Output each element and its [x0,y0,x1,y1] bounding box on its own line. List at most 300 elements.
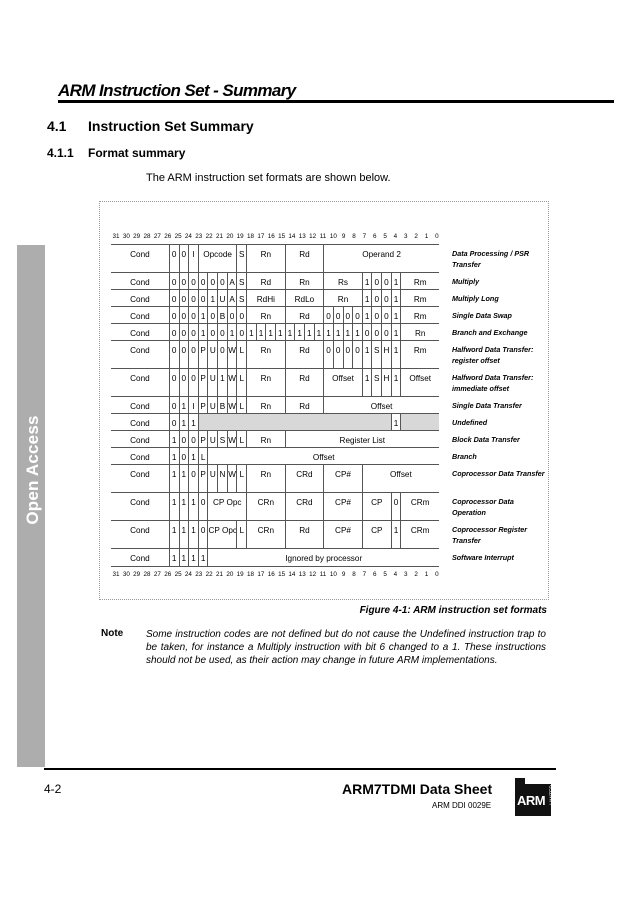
bit-field-cell: 1 [391,290,401,307]
bit-number: 12 [309,571,317,578]
bit-field-cell: 0 [198,493,208,521]
bit-field-cell: 0 [188,465,198,493]
bit-number: 25 [174,571,182,578]
bit-number: 1 [424,233,429,240]
instruction-format-row [111,340,439,369]
bit-number: 11 [319,571,327,578]
bit-number: 20 [226,233,234,240]
bit-number: 30 [122,233,130,240]
bit-field-cell: 0 [179,431,189,448]
bit-field-cell: 0 [362,324,372,341]
bit-field-cell: CRm [400,493,439,521]
bit-field-cell: 1 [179,493,189,521]
bit-field-cell: Rd [285,397,324,414]
bit-number: 18 [247,233,255,240]
arm-logo [515,778,556,816]
bit-field-cell: Cond [130,346,150,355]
bit-field-cell: 1 [314,324,324,341]
bit-field-cell: Cond [130,554,150,563]
bit-field-cell: 1 [198,324,208,341]
bit-number: 10 [329,571,337,578]
bit-field-cell: 1 [362,307,372,324]
bit-field-cell: 0 [371,307,381,324]
bit-field-cell: 0 [391,493,401,521]
bit-number: 21 [215,233,224,240]
bit-field-cell: L [236,465,246,493]
bit-number: 29 [133,571,141,578]
bit-number: 19 [236,571,244,578]
bit-field-cell: CP# [323,493,362,521]
bit-field-cell: CP Opc [207,493,246,521]
bit-field-cell: 1 [391,521,401,549]
bit-field-cell: S [371,369,381,397]
bit-number: 10 [329,233,337,240]
bit-field-cell: Opcode [198,245,237,273]
bit-number: 2 [414,233,418,240]
bit-field-cell: 1 [285,324,295,341]
format-label: Single Data Swap [452,311,512,320]
bit-field-cell: 0 [333,307,343,324]
figure-caption: Figure 4-1: ARM instruction set formats [359,605,547,616]
bit-number: 22 [205,233,213,240]
bit-field-cell: 1 [304,324,314,341]
bit-field-cell: P [198,397,208,414]
bit-field-cell: Cond [130,278,150,287]
bit-field-cell: Cond [130,250,150,259]
bit-field-cell: N [217,465,227,493]
bit-field-cell: 1 [275,324,285,341]
bit-field-cell: L [198,448,208,465]
bit-field-cell: 0 [207,273,217,290]
bit-field-cell: 1 [179,521,189,549]
bit-field-cell: 1 [362,369,372,397]
bit-number: 27 [153,233,161,240]
page-number: 4-2 [44,782,62,796]
bit-field-cell: P [198,369,208,397]
bit-field-cell: 1 [188,493,198,521]
bit-field-cell: 0 [207,307,217,324]
instruction-format-row [111,368,439,397]
bit-field-cell: 0 [179,273,189,290]
bit-field-cell: 0 [323,307,333,324]
bit-field-cell: 1 [362,341,372,369]
bit-field-cell: U [207,465,217,493]
bit-number: 6 [372,571,377,578]
side-tab-label: Open Access [23,415,42,525]
bit-field-cell: 1 [179,414,189,431]
document-title: ARM7TDMI Data Sheet [342,781,493,797]
bit-field-cell: L [236,341,246,369]
bit-field-cell: Rn [400,324,439,341]
bit-field-cell: 0 [188,369,198,397]
bit-field-cell: Rn [246,397,285,414]
bit-field-cell: 1 [391,414,401,431]
note-heading: Note [101,628,124,639]
bit-field-cell: P [198,341,208,369]
bit-field-cell: 1 [391,324,401,341]
bit-field-cell: Rn [246,431,285,448]
bit-field-cell: 1 [169,448,179,465]
note-text: Some instruction codes are not defined but do not cause the Undefined instruction trap to be taken, for instance a Multiply instruction with bit 6 changed to a 1. These instructions should not be used, as their action may change in future ARM implementations. [146,629,546,666]
bit-field-cell: Cond [130,526,150,535]
bit-number: 19 [236,233,244,240]
bit-field-cell: 1 [179,397,189,414]
bit-number: 0 [435,233,439,240]
bit-number: 2 [414,571,418,578]
bit-field-cell: 0 [343,341,353,369]
bit-number: 4 [393,233,398,240]
bit-number: 3 [404,571,408,578]
bit-number: 14 [288,233,296,240]
format-label: Data Processing / PSR Transfer [452,249,530,269]
bit-field-cell: Rm [400,273,439,290]
bit-field-cell: 1 [391,341,401,369]
bit-field-cell: Rs [323,273,362,290]
bit-field-cell: Cond [130,402,150,411]
bit-field-cell: CP Opc [207,521,236,549]
bit-field-cell: 0 [198,273,208,290]
bit-field-cell: Cond [130,295,150,304]
bit-field-cell: H [381,369,391,397]
bit-field-cell: W [227,397,237,414]
bit-field-cell: 1 [362,273,372,290]
bit-field-cell: Rn [323,290,362,307]
bit-field-cell: Cond [130,329,150,338]
document-reference: ARM DDI 0029E [432,801,492,810]
bit-number: 18 [247,571,255,578]
bit-field-cell: 0 [169,397,179,414]
bit-number: 16 [267,233,275,240]
instruction-format-row [111,430,439,448]
bit-field-cell: U [207,397,217,414]
bit-field-cell: Cond [130,453,150,462]
format-label: Coprocessor Register Transfer [452,525,528,545]
bit-field-cell: 1 [256,324,266,341]
bit-field-cell: U [207,369,217,397]
bit-field-cell: Rn [246,465,285,493]
bit-field-cell: 0 [179,369,189,397]
bit-number: 27 [153,571,161,578]
bit-field-cell: 0 [343,307,353,324]
bit-field-cell: Offset [362,465,439,493]
bit-number: 9 [341,233,346,240]
bit-field-cell: U [207,431,217,448]
bit-field-cell: 0 [169,307,179,324]
bit-field-cell: RdLo [285,290,324,307]
bit-field-cell: L [236,431,246,448]
bit-field-cell: 1 [391,273,401,290]
bit-field-cell: CRm [400,521,439,549]
format-label: Branch and Exchange [452,328,528,337]
format-label: Block Data Transfer [452,435,520,444]
bit-field-cell: P [198,465,208,493]
bit-number: 0 [435,571,439,578]
bit-number: 17 [257,571,265,578]
subsection-number: 4.1.1 [47,146,74,160]
bit-field-cell: S [217,431,227,448]
bit-field-cell: 0 [188,290,198,307]
bit-field-cell: CRd [285,465,324,493]
bit-field-cell: U [217,290,227,307]
bit-field-cell: L [236,369,246,397]
instruction-format-row [111,289,439,307]
bit-field-cell: RdHi [246,290,285,307]
bit-field-cell: 1 [217,369,227,397]
bit-field-cell: 1 [179,465,189,493]
instruction-format-row [111,492,439,521]
bit-field-cell: 0 [188,431,198,448]
arm-logo-subtext: LIMITED [550,785,556,805]
bit-field-cell: CRd [285,493,324,521]
bit-field-cell: 0 [371,324,381,341]
section-title: Instruction Set Summary [88,118,254,134]
bit-field-cell: Rd [285,369,324,397]
bit-number: 22 [205,571,213,578]
bit-field-cell: CRn [246,521,285,549]
bit-field-cell: Cond [130,374,150,383]
section-number: 4.1 [47,118,67,134]
bit-field-cell: 1 [169,465,179,493]
instruction-format-row [111,447,439,465]
bit-field-cell: I [188,397,198,414]
bit-number: 31 [112,233,120,240]
bit-field-cell: 1 [246,324,256,341]
instruction-format-row [111,464,439,493]
bit-field-cell: Rn [246,307,285,324]
bit-number: 13 [298,233,306,240]
bit-number: 21 [215,571,224,578]
bit-field-cell: 0 [381,273,391,290]
intro-text: The ARM instruction set formats are shown below. [146,172,391,184]
bit-number: 15 [278,571,286,578]
bit-field-cell: H [381,341,391,369]
bit-field-cell: Offset [400,369,439,397]
bit-field-cell: 0 [169,245,179,273]
bit-field-cell: Offset [207,448,439,465]
bit-field-cell: 1 [391,307,401,324]
bit-field-cell: Rn [246,341,285,369]
bit-field-cell: W [227,431,237,448]
bit-number: 29 [133,233,141,240]
bit-field-cell: 0 [381,307,391,324]
bit-field-cell: Rd [246,273,285,290]
bit-number: 24 [184,233,192,240]
instruction-format-row [111,306,439,324]
bit-number: 17 [257,233,265,240]
bit-number: 6 [372,233,377,240]
format-label: Coprocessor Data Transfer [452,469,545,478]
bit-field-cell: 0 [188,324,198,341]
bit-number: 7 [362,233,367,240]
instruction-format-row [111,244,439,273]
bit-field-cell: 1 [179,549,189,566]
bit-field-cell: 0 [188,273,198,290]
bit-field-cell: 1 [294,324,304,341]
bit-field-cell: Ignored by processor [207,549,439,566]
footer-rule [44,768,556,770]
header-rule [58,100,614,103]
bit-number: 3 [404,233,408,240]
bit-field-cell: Rm [400,290,439,307]
bit-field-cell: S [236,273,246,290]
instruction-format-row [111,520,439,549]
bit-number: 4 [393,571,398,578]
bit-number: 25 [174,233,182,240]
bit-number: 23 [195,571,203,578]
bit-number: 23 [195,233,203,240]
format-label: Branch [452,452,477,461]
bit-field-cell: U [207,341,217,369]
bit-field-cell: 0 [179,448,189,465]
bit-field-cell: 1 [207,290,217,307]
bit-field-cell [198,414,391,431]
bit-field-cell: 1 [188,414,198,431]
bit-field-cell: 1 [323,324,333,341]
format-label: Coprocessor Data Operation [452,497,514,517]
bit-field-cell: 1 [362,290,372,307]
bit-number: 5 [383,571,387,578]
instruction-format-row [111,396,439,414]
bit-field-cell: Cond [130,436,150,445]
bit-field-cell: B [217,307,227,324]
instruction-format-row [111,272,439,290]
format-label: Halfword Data Transfer: register offset [452,345,534,365]
subsection-title: Format summary [88,146,186,160]
bit-number: 13 [298,571,306,578]
bit-field-cell: L [236,397,246,414]
bit-field-cell [400,414,439,431]
bit-field-cell: 0 [352,307,362,324]
bit-field-cell: W [227,465,237,493]
bit-field-cell: Rd [285,341,324,369]
bit-field-cell: 0 [381,290,391,307]
bit-field-cell: 0 [371,290,381,307]
bit-field-cell: 0 [179,290,189,307]
bit-field-cell: S [371,341,381,369]
bit-number: 8 [352,571,356,578]
bit-field-cell: L [236,521,246,549]
bit-field-cell: Register List [285,431,439,448]
bit-field-cell: 0 [333,341,343,369]
bit-field-cell: W [227,369,237,397]
bit-field-cell: Cond [130,498,150,507]
bit-field-cell: B [217,397,227,414]
bit-field-cell: Rn [246,369,285,397]
bit-field-cell: Rn [246,245,285,273]
bit-field-cell: 0 [198,521,208,549]
bit-field-cell: Rn [285,273,324,290]
bit-field-cell: CP# [323,465,362,493]
bit-field-cell: 0 [236,324,246,341]
bit-field-cell: P [198,431,208,448]
bit-number: 20 [226,571,234,578]
bit-field-cell: 0 [323,341,333,369]
bit-field-cell: 0 [217,341,227,369]
bit-number: 30 [122,571,130,578]
bit-field-cell: Rd [285,245,324,273]
bit-field-cell: 0 [169,414,179,431]
bit-field-cell: 1 [333,324,343,341]
bit-number: 12 [309,233,317,240]
bit-number: 28 [143,233,151,240]
bit-field-cell: Rm [400,307,439,324]
bit-field-cell: 0 [179,324,189,341]
bit-field-cell: 0 [236,307,246,324]
bit-field-cell: 1 [391,369,401,397]
format-label: Single Data Transfer [452,401,522,410]
instruction-format-row [111,323,439,341]
bit-field-cell: Rd [285,307,324,324]
instruction-format-row [111,548,439,567]
bit-field-cell: S [236,245,246,273]
bit-field-cell: 0 [169,341,179,369]
bit-field-cell: 1 [352,324,362,341]
bit-number: 8 [352,233,356,240]
format-label: Software Interrupt [452,553,514,562]
bit-field-cell: Operand 2 [323,245,439,273]
bit-field-cell: Rd [285,521,324,549]
bit-number: 1 [424,571,429,578]
bit-field-cell: Cond [130,419,150,428]
bit-field-cell: Offset [323,369,362,397]
bit-field-cell: 0 [217,324,227,341]
bit-field-cell: Cond [130,312,150,321]
arm-logo-text: ARM [517,793,546,808]
bit-number: 26 [164,233,172,240]
bit-number: 31 [112,571,120,578]
bit-number: 26 [164,571,172,578]
bit-field-cell: CP [362,493,391,521]
bit-field-cell: 0 [188,307,198,324]
bit-field-cell: 0 [179,245,189,273]
bit-field-cell: 1 [265,324,275,341]
bit-field-cell: A [227,290,237,307]
bit-field-cell: 0 [207,324,217,341]
bit-field-cell: 0 [227,307,237,324]
bit-field-cell: 1 [188,549,198,566]
bit-number: 15 [278,233,286,240]
bit-field-cell: 0 [371,273,381,290]
bit-field-cell: I [188,245,198,273]
bit-field-cell: 0 [198,290,208,307]
bit-field-cell: 0 [381,324,391,341]
format-label: Halfword Data Transfer: immediate offset [452,373,534,393]
bit-field-cell: 0 [352,341,362,369]
bit-field-cell: 1 [169,431,179,448]
bit-field-cell: 1 [169,521,179,549]
bit-field-cell: Offset [323,397,439,414]
bit-number: 5 [383,233,387,240]
bit-field-cell: 0 [169,290,179,307]
bit-field-cell: CP# [323,521,362,549]
bit-number: 24 [184,571,192,578]
format-label: Multiply [452,277,480,286]
bit-number: 7 [362,571,367,578]
bit-field-cell: Rm [400,341,439,369]
bit-field-cell: 0 [217,273,227,290]
bit-field-cell: 1 [169,493,179,521]
bit-number: 28 [143,571,151,578]
bit-field-cell: W [227,341,237,369]
format-label: Multiply Long [452,294,499,303]
bit-number: 16 [267,571,275,578]
bit-field-cell: 0 [179,307,189,324]
page-header-title: ARM Instruction Set - Summary [58,81,296,100]
bit-field-cell: Cond [130,470,150,479]
bit-field-cell: 0 [169,369,179,397]
bit-field-cell: 1 [188,448,198,465]
bit-number: 9 [341,571,346,578]
